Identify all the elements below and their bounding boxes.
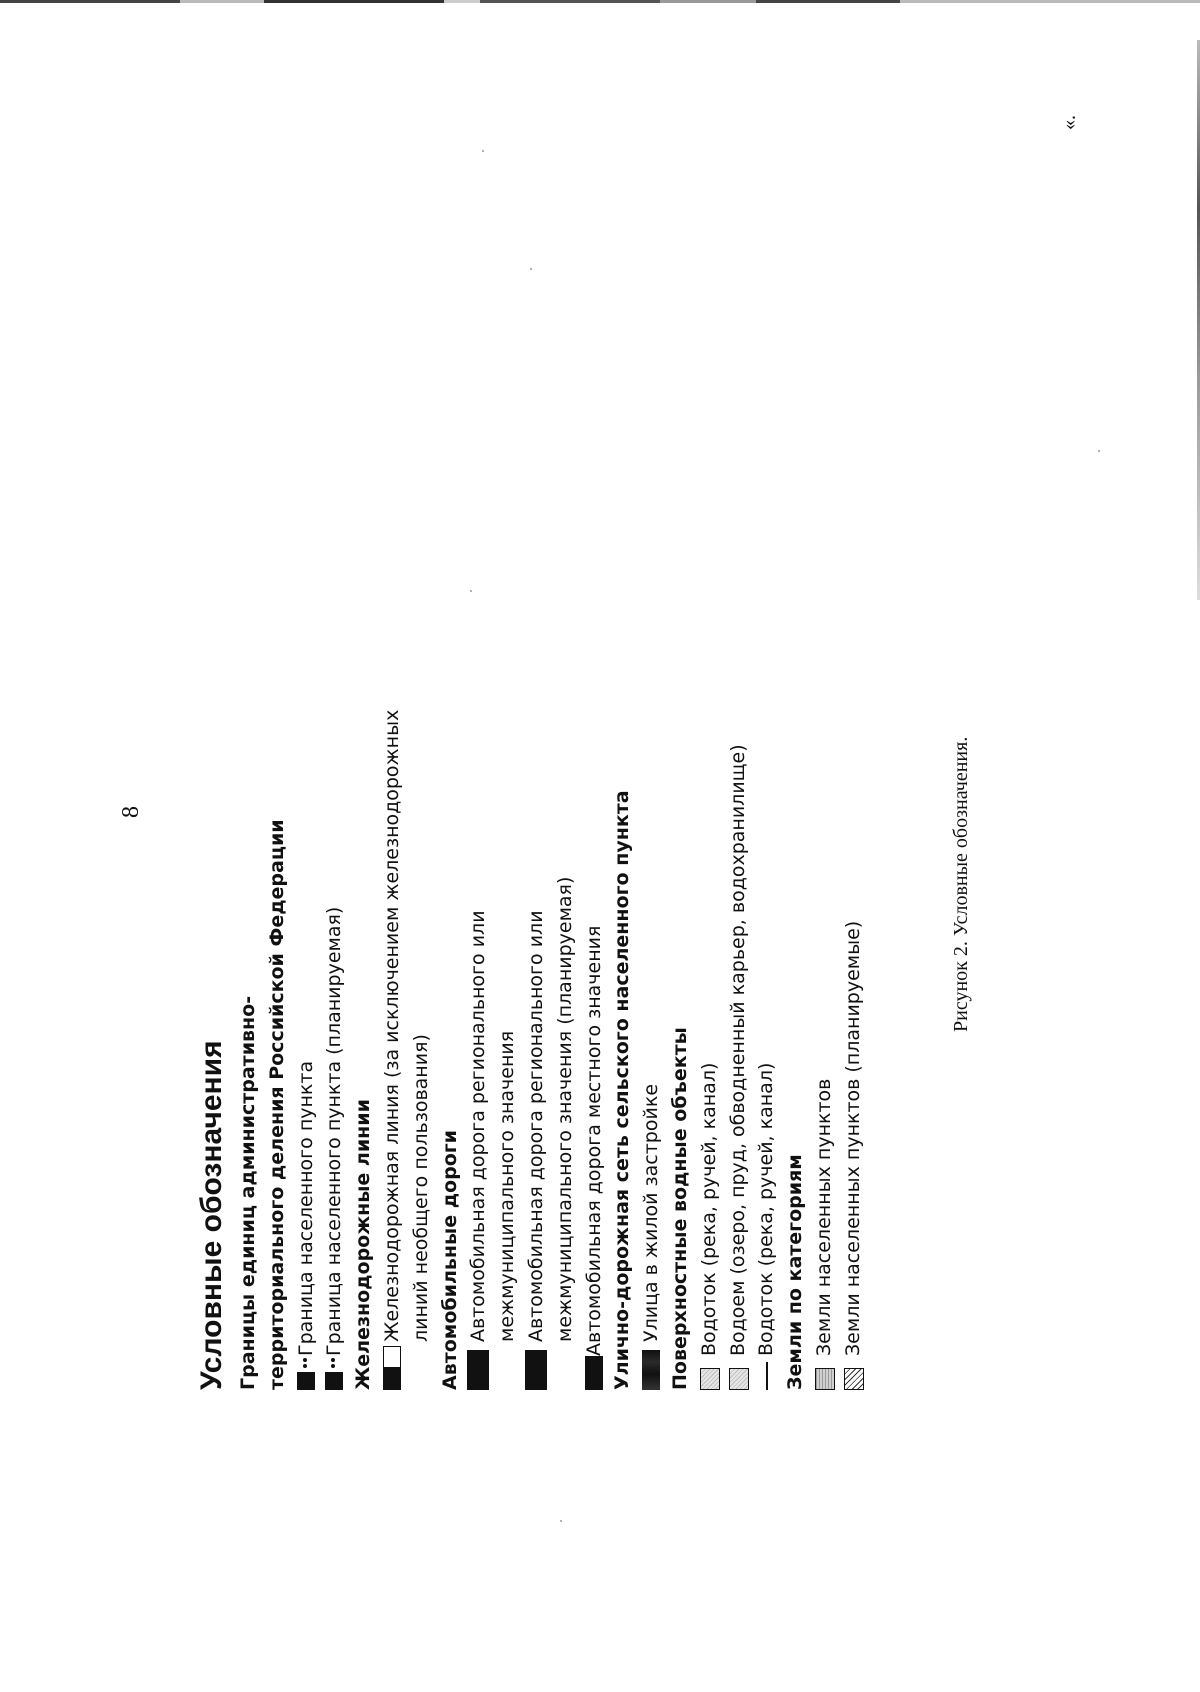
scan-speck — [1098, 450, 1100, 452]
legend-item — [695, 190, 724, 1390]
regional-road-symbol — [525, 1350, 547, 1390]
legend-item — [292, 190, 321, 1390]
street-symbol — [642, 1350, 660, 1390]
legend-section-heading: Границы единиц административно- — [237, 995, 259, 1390]
legend-item-label: Земли населенных пунктов — [812, 1078, 835, 1356]
legend-item-label: Автомобильная дорога местного значения — [582, 925, 605, 1356]
legend-item-label: Улица в жилой застройке — [640, 1083, 663, 1342]
scan-speck — [560, 1520, 562, 1522]
corner-mark: «. — [1058, 115, 1080, 130]
legend-item — [752, 190, 781, 1390]
legend-item-label: Автомобильная дорога регионального или — [467, 910, 490, 1342]
legend-item-label: Водоток (река, ручей, канал) — [697, 1062, 720, 1356]
water-area-symbol — [729, 1368, 749, 1390]
legend-section-heading: Улично-дорожная сеть сельского населенного пункта — [611, 790, 634, 1390]
regional-road-symbol — [467, 1350, 489, 1390]
legend-item — [810, 190, 839, 1390]
legend-item — [464, 190, 493, 1390]
legend-panel — [190, 0, 890, 1500]
local-road-symbol — [585, 1356, 603, 1390]
settlement-border-symbol — [325, 1360, 343, 1390]
legend-item-label: Водоток (река, ручей, канал) — [755, 1062, 778, 1356]
legend-item — [724, 190, 753, 1390]
legend-title: Условные обозначения — [195, 1040, 228, 1390]
legend-item-label: Граница населенного пункта — [294, 1060, 317, 1356]
legend-item-label: Железнодорожная линия (за исключением железнодорожных — [380, 709, 403, 1342]
settlement-border-symbol — [297, 1360, 315, 1390]
legend-section-heading: Поверхностные водные объекты — [668, 1027, 691, 1390]
legend-item-label: Земли населенных пунктов (планируемые) — [841, 920, 864, 1356]
watercourse-line-symbol — [766, 1362, 768, 1390]
settlement-land-planned-symbol — [844, 1368, 864, 1390]
legend-item-label: Водоем (озеро, пруд, обводненный карьер, водохранилище) — [726, 744, 749, 1356]
legend-item-label: Автомобильная дорога регионального или — [524, 910, 547, 1342]
legend-item-label-continued: линий необщего пользования) — [409, 1034, 432, 1342]
legend-section-heading: Земли по категориям — [784, 1154, 807, 1390]
legend-item-label-continued: межмуниципального значения (планируемая) — [553, 876, 576, 1342]
legend-section-heading: Автомобильные дороги — [438, 1130, 461, 1390]
railway-symbol — [383, 1346, 401, 1390]
legend-item — [839, 190, 868, 1390]
legend-item — [378, 190, 407, 1390]
legend-item — [522, 190, 551, 1390]
legend-item — [580, 190, 609, 1390]
legend-item — [320, 190, 349, 1390]
legend-item-label-continued: межмуниципального значения — [496, 1030, 519, 1342]
settlement-land-symbol — [815, 1368, 835, 1390]
figure-caption: Рисунок 2. Условные обозначения. — [950, 736, 972, 1032]
legend-section-heading: территориального деления Российской Федерации — [265, 819, 288, 1390]
page-number: 8 — [118, 806, 144, 818]
legend-section-heading: Железнодорожные линии — [352, 1099, 375, 1390]
water-area-symbol — [700, 1368, 720, 1390]
legend-content — [190, 190, 868, 1390]
legend-item — [637, 190, 666, 1390]
legend-item-label: Граница населенного пункта (планируемая) — [323, 906, 346, 1356]
